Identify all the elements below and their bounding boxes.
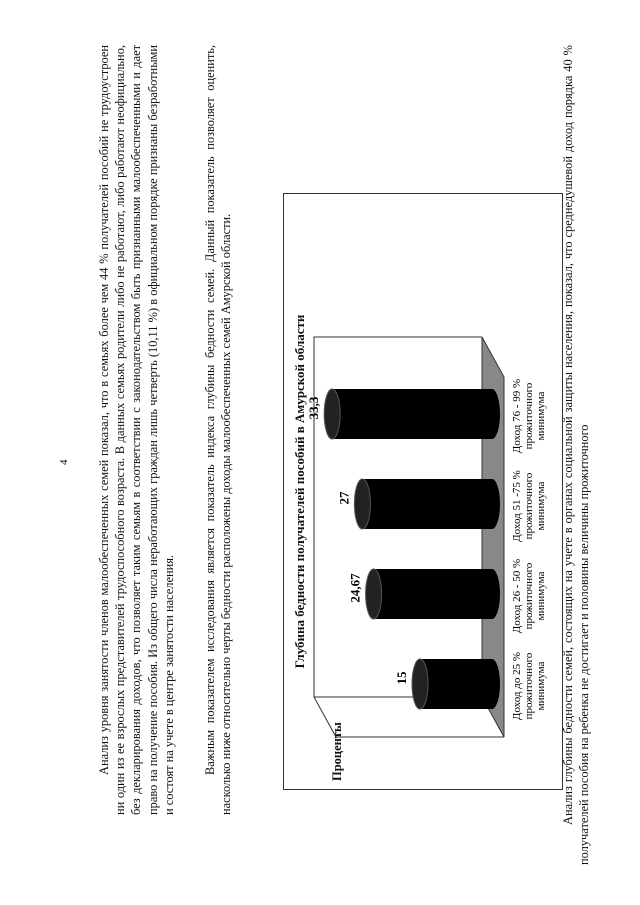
category-label-2-line-2: прожиточного xyxy=(523,562,535,630)
bar-3-base xyxy=(484,479,500,529)
data-label-2: 24,67 xyxy=(347,573,363,603)
category-label-2-line-1: Доход 26 - 50 % xyxy=(511,558,523,634)
data-label-1: 15 xyxy=(394,671,409,685)
bar-1-base xyxy=(484,659,500,709)
paragraph-poverty-index: Важным показателем исследования является показатель индекса глубины бедности семей. Данный показатель позволяет оценить, насколько ниже относительно черты бедности расположены доходы малообеспеченных семей Амурской области. xyxy=(203,45,234,815)
bar-3-top xyxy=(354,479,370,529)
y-axis-label: Проценты xyxy=(330,722,344,781)
chart-frame xyxy=(283,193,563,790)
page-number: 4 xyxy=(58,459,70,465)
bar-1 xyxy=(420,659,492,709)
category-label-3-line-2: прожиточного xyxy=(523,472,535,540)
category-label-1-line-1: Доход до 25 % xyxy=(511,651,523,721)
chart-plot xyxy=(284,194,562,789)
bar-4-base xyxy=(484,389,500,439)
paragraph-poverty-depth: Анализ глубины бедности семей, состоящих на учете в органах социальной защиты населения, показал, что среднедушевой доход порядка 40 % получателей пособия на ребенка не достигает и половины величины прожиточного xyxy=(561,45,592,865)
category-label-4-line-1: Доход 76 - 99 % xyxy=(511,378,523,454)
category-label-1-line-3: минимума xyxy=(535,661,547,711)
bar-2-base xyxy=(484,569,500,619)
bar-4 xyxy=(332,389,492,439)
data-label-3: 27 xyxy=(336,491,352,505)
chart-side-top xyxy=(314,697,336,737)
bar-4-top xyxy=(324,389,340,439)
category-label-3-line-3: минимума xyxy=(535,481,547,531)
category-label-1-line-2: прожиточного xyxy=(523,652,535,720)
category-label-3-line-1: Доход 51 -75 % xyxy=(511,470,523,542)
bar-3 xyxy=(362,479,492,529)
category-label-4-line-3: минимума xyxy=(535,391,547,441)
bar-1-top xyxy=(412,659,428,709)
category-label-4-line-2: прожиточного xyxy=(523,382,535,450)
chart-title: Глубина бедности получателей пособий в Амурской области xyxy=(292,314,307,669)
bar-2-top xyxy=(366,569,382,619)
category-label-2-line-3: минимума xyxy=(535,571,547,621)
bar-2 xyxy=(374,569,492,619)
data-label-4: 33,3 xyxy=(306,396,322,420)
paragraph-employment: Анализ уровня занятости членов малообеспеченных семей показал, что в семьях более чем 44 % получателей пособий не трудоустроен ни один из ее взрослых представителей трудоспособного возраста. В данных семьях родители либо не работают, либо работают неофициально, без декларирования доходов, что позволяет таким семьям в соответствии с законодательством быть признанными малообеспеченными и дает право на получение пособия. Из общего числа неработающих граждан лишь четверть (10,11 %) в официальном порядке признаны безработными и состоят на учете в центре занятости населения. xyxy=(97,45,176,815)
